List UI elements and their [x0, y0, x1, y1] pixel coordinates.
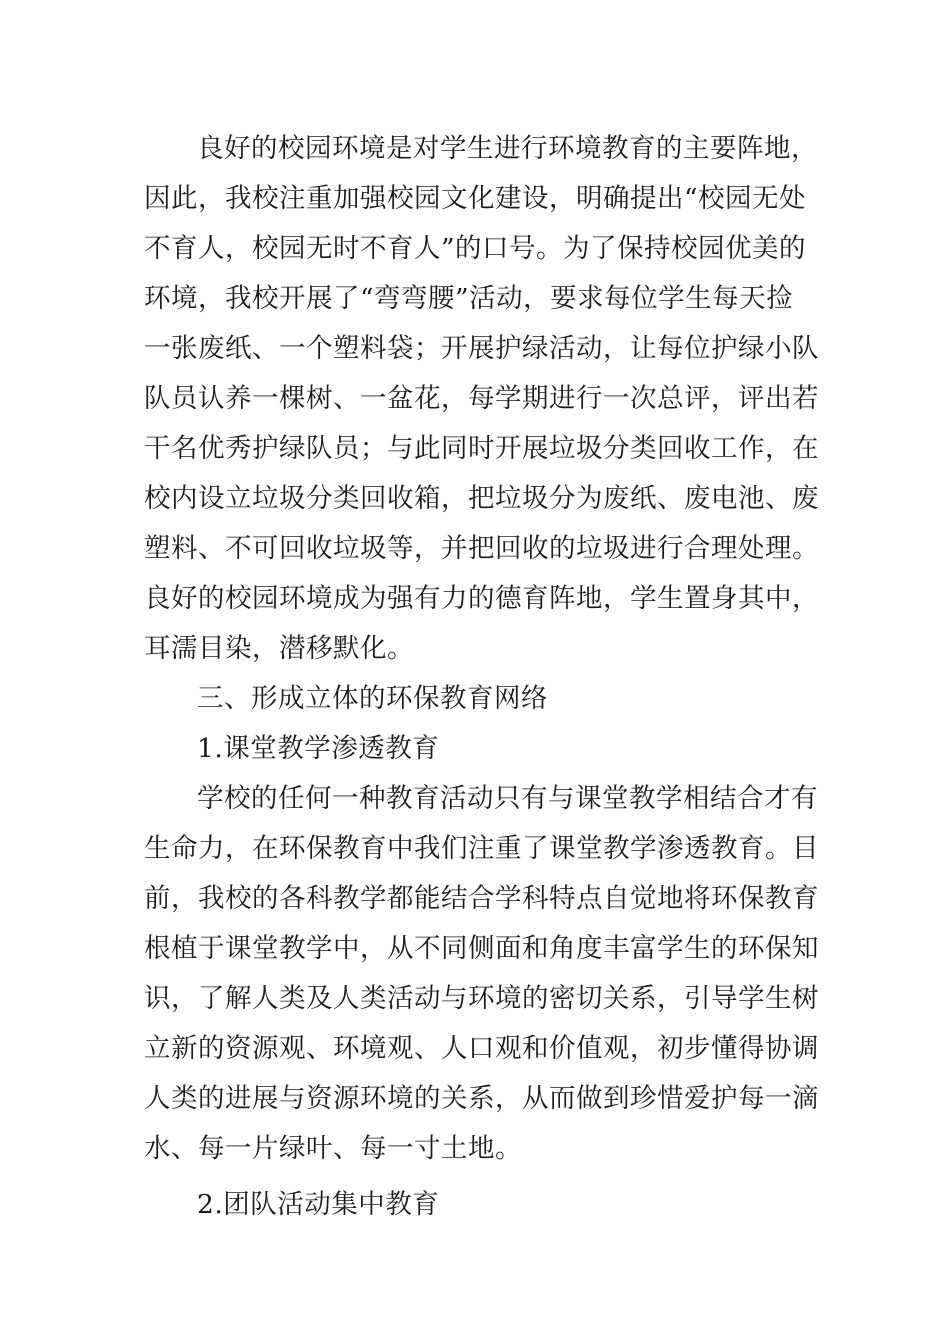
paragraph-campus-environment	[144, 124, 819, 674]
text-line: 良好的校园环境成为强有力的德育阵地，学生置身其中，	[144, 583, 819, 614]
text-line: 干名优秀护绿队员；与此同时开展垃圾分类回收工作，在	[144, 433, 819, 464]
subsection-heading: 1.课堂教学渗透教育	[197, 733, 440, 764]
text-line: 前，我校的各科教学都能结合学科特点自觉地将环保教育	[144, 883, 819, 914]
text-line: 根植于课堂教学中，从不同侧面和角度丰富学生的环保知	[144, 933, 819, 964]
text-line: 不育人，校园无时不育人”的口号。为了保持校园优美的	[144, 233, 807, 264]
text-line: 良好的校园环境是对学生进行环境教育的主要阵地，	[197, 133, 818, 164]
text-line: 立新的资源观、环境观、人口观和价值观，初步懂得协调	[144, 1033, 819, 1064]
section-heading: 三、形成立体的环保教育网络	[197, 683, 548, 714]
text-line: 生命力，在环保教育中我们注重了课堂教学渗透教育。目	[144, 833, 819, 864]
text-line: 水、每一片绿叶、每一寸土地。	[144, 1133, 522, 1164]
text-line: 人类的进展与资源环境的关系，从而做到珍惜爱护每一滴	[144, 1083, 819, 1114]
text-line: 校内设立垃圾分类回收箱，把垃圾分为废纸、废电池、废	[144, 483, 819, 514]
text-line: 环境，我校开展了“弯弯腰”活动，要求每位学生每天捡	[144, 283, 794, 314]
text-line: 队员认养一棵树、一盆花，每学期进行一次总评，评出若	[144, 383, 819, 414]
document-body	[144, 124, 819, 1230]
text-line: 一张废纸、一个塑料袋；开展护绿活动，让每位护绿小队	[144, 333, 819, 364]
text-line: 因此，我校注重加强校园文化建设，明确提出“校园无处	[144, 183, 807, 214]
text-line: 学校的任何一种教育活动只有与课堂教学相结合才有	[197, 783, 818, 814]
text-line: 耳濡目染，潜移默化。	[144, 633, 414, 664]
text-line: 识，了解人类及人类活动与环境的密切关系，引导学生树	[144, 983, 819, 1014]
paragraph-classroom-teaching	[144, 774, 819, 1174]
text-line: 塑料、不可回收垃圾等，并把回收的垃圾进行合理处理。	[144, 533, 819, 564]
subsection-heading: 2.团队活动集中教育	[197, 1189, 440, 1220]
